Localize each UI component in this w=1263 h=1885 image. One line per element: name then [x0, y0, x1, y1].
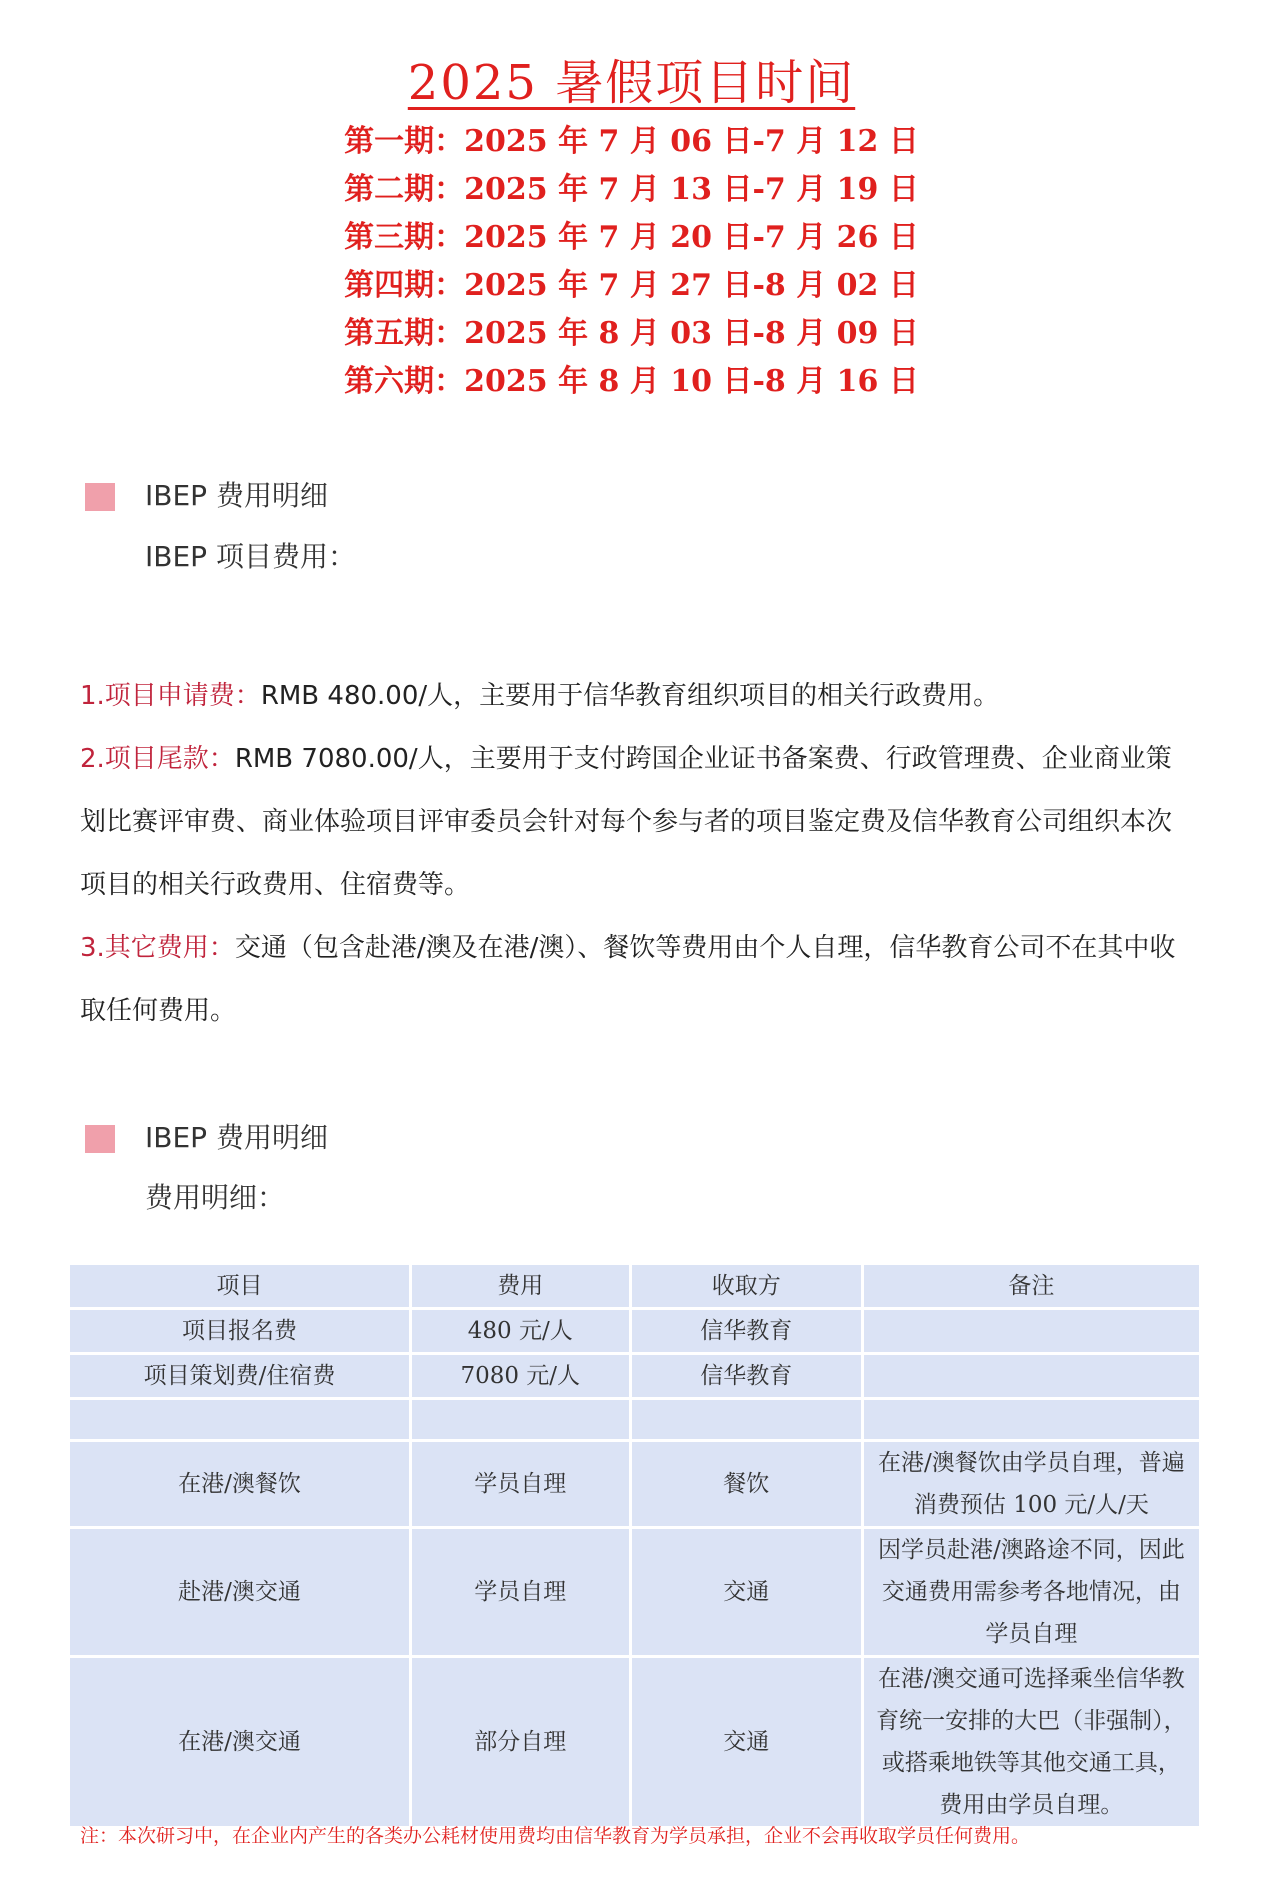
square-bullet-icon [85, 1125, 115, 1153]
table-cell: 7080 元/人 [411, 1354, 631, 1399]
table-header: 收取方 [630, 1264, 862, 1309]
period-item: 第二期：2025 年 7 月 13 日-7 月 19 日 [344, 172, 919, 207]
footnote: 注：本次研习中，在企业内产生的各类办公耗材使用费均由信华教育为学员承担，企业不会再收取学员任何费用。 [80, 1825, 1031, 1847]
fee-description [80, 665, 1188, 1043]
table-cell: 交通 [630, 1657, 862, 1828]
table-cell: 在港/澳餐饮由学员自理，普遍消费预估 100 元/人/天 [862, 1441, 1200, 1528]
table-row [69, 1528, 1201, 1657]
table-cell: 信华教育 [630, 1354, 862, 1399]
table-cell [411, 1399, 631, 1441]
table-cell: 交通 [630, 1528, 862, 1657]
section-heading-fees: IBEP 费用明细 [85, 474, 328, 514]
table-cell: 项目策划费/住宿费 [69, 1354, 411, 1399]
table-cell [862, 1399, 1200, 1441]
table-cell [862, 1354, 1200, 1399]
table-cell: 赴港/澳交通 [69, 1528, 411, 1657]
section-subheading: 费用明细： [145, 1181, 286, 1214]
table-row [69, 1309, 1201, 1354]
table-cell: 在港/澳餐饮 [69, 1441, 411, 1528]
table-header: 备注 [862, 1264, 1200, 1309]
table-cell: 项目报名费 [69, 1309, 411, 1354]
square-bullet-icon [85, 483, 115, 511]
table-cell [630, 1399, 862, 1441]
table-row [69, 1354, 1201, 1399]
section-subheading: IBEP 项目费用： [145, 540, 356, 573]
fee-item: 1.项目申请费：RMB 480.00/人，主要用于信华教育组织项目的相关行政费用。 [80, 681, 1000, 711]
table-cell [862, 1309, 1200, 1354]
table-cell: 学员自理 [411, 1528, 631, 1657]
table-cell: 部分自理 [411, 1657, 631, 1828]
table-cell: 学员自理 [411, 1441, 631, 1528]
fee-item: 3.其它费用：交通（包含赴港/澳及在港/澳）、餐饮等费用由个人自理，信华教育公司不在其中收取任何费用。 [80, 933, 1176, 1026]
table-row [69, 1657, 1201, 1828]
table-header: 项目 [69, 1264, 411, 1309]
fee-table [67, 1262, 1202, 1829]
table-header: 费用 [411, 1264, 631, 1309]
page-title: 2025 暑假项目时间 [407, 55, 856, 111]
period-item: 第五期：2025 年 8 月 03 日-8 月 09 日 [344, 316, 919, 351]
section-heading-detail: IBEP 费用明细 [85, 1116, 328, 1156]
table-row [69, 1441, 1201, 1528]
table-header-row [69, 1264, 1201, 1309]
period-item: 第四期：2025 年 7 月 27 日-8 月 02 日 [344, 268, 919, 303]
table-cell: 因学员赴港/澳路途不同，因此交通费用需参考各地情况，由学员自理 [862, 1528, 1200, 1657]
table-cell: 餐饮 [630, 1441, 862, 1528]
table-cell: 在港/澳交通可选择乘坐信华教育统一安排的大巴（非强制），或搭乘地铁等其他交通工具，费用由学员自理。 [862, 1657, 1200, 1828]
fee-item: 2.项目尾款：RMB 7080.00/人，主要用于支付跨国企业证书备案费、行政管理费、企业商业策划比赛评审费、商业体验项目评审委员会针对每个参与者的项目鉴定费及信华教育公司组织本次项目的相关行政费用、住宿费等。 [80, 744, 1173, 900]
period-item: 第六期：2025 年 8 月 10 日-8 月 16 日 [344, 364, 919, 399]
table-cell: 480 元/人 [411, 1309, 631, 1354]
table-cell: 在港/澳交通 [69, 1657, 411, 1828]
period-list [0, 118, 1263, 406]
table-cell [69, 1399, 411, 1441]
period-item: 第三期：2025 年 7 月 20 日-7 月 26 日 [344, 220, 919, 255]
table-cell: 信华教育 [630, 1309, 862, 1354]
table-row [69, 1399, 1201, 1441]
period-item: 第一期：2025 年 7 月 06 日-7 月 12 日 [344, 124, 919, 159]
